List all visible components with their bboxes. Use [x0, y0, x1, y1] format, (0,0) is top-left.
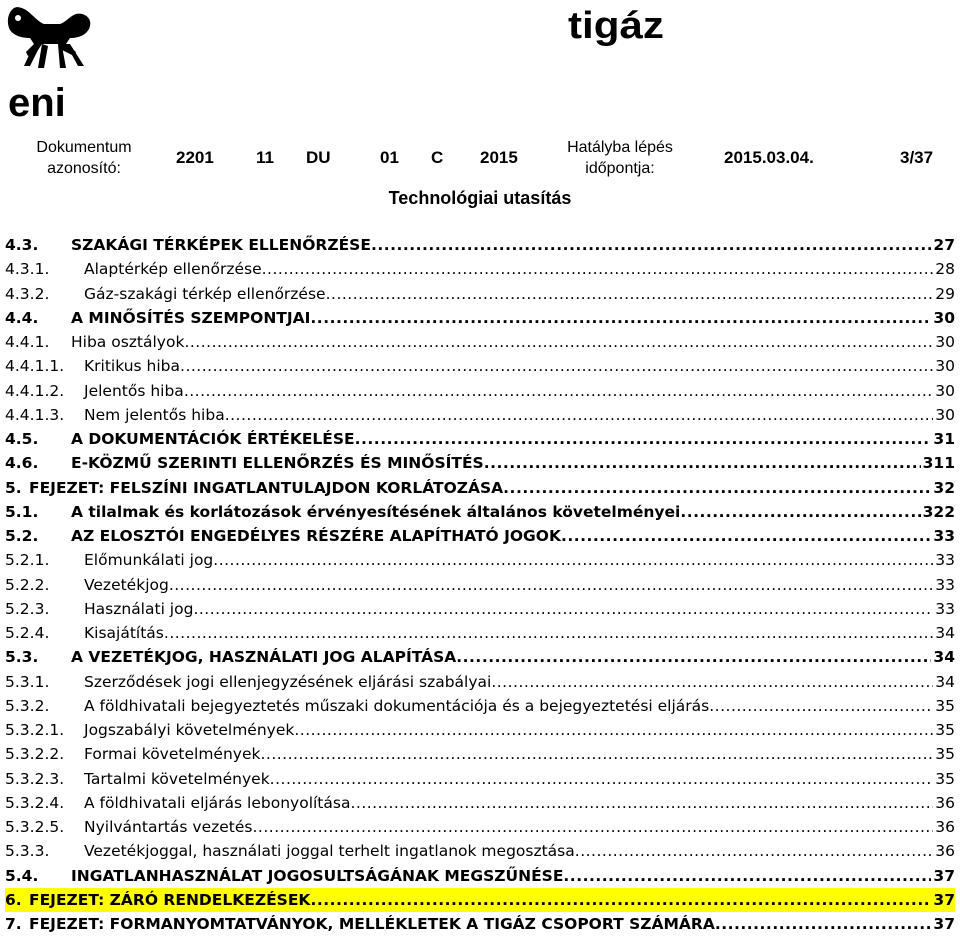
toc-leader-dots	[575, 839, 934, 863]
toc-entry-title: SZAKÁGI TÉRKÉPEK ELLENŐRZÉSE	[71, 236, 371, 254]
toc-entry-number: 6.	[5, 890, 22, 909]
eni-logo	[4, 4, 100, 120]
effective-label-line2: időpontja:	[585, 160, 655, 177]
doc-id-part: 2015	[480, 148, 518, 167]
toc-entry-number: 5.3.3.	[5, 842, 50, 861]
tigaz-logo	[568, 2, 668, 50]
toc-entry-page: 35	[935, 769, 955, 788]
toc-leader-dots	[184, 379, 933, 403]
toc-leader-dots	[270, 767, 934, 791]
toc-leader-dots	[310, 306, 931, 330]
toc-entry-page: 33	[935, 551, 955, 570]
toc-entry-number: 5.2.2.	[5, 575, 50, 594]
toc-leader-dots	[262, 257, 934, 281]
toc-entry-number: 4.4.1.3.	[5, 405, 65, 424]
toc-entry-page: 36	[935, 818, 955, 836]
toc-entry-page: 30	[933, 308, 955, 327]
toc-entry-page: 30	[935, 405, 955, 424]
toc-entry-title: FEJEZET: ZÁRÓ RENDELKEZÉSEK	[29, 890, 311, 909]
toc-entry-number: 5.3.2.	[5, 696, 50, 715]
toc-entry-page: 32	[933, 478, 955, 497]
toc-entry-title: A VEZETÉKJOG, HASZNÁLATI JOG ALAPÍTÁSA	[71, 648, 457, 667]
eni-logo-text: eni	[8, 81, 66, 120]
toc-entry-page: 36	[935, 842, 955, 861]
toc-entry-title: Alaptérkép ellenőrzése	[84, 260, 262, 279]
toc-entry-page: 28	[935, 260, 955, 279]
doc-id-part: DU	[306, 148, 331, 167]
toc-entry-page: 37	[933, 866, 955, 885]
toc-entry-title: Formai követelmények	[84, 745, 261, 764]
toc-entry-title: A DOKUMENTÁCIÓK ÉRTÉKELÉSE	[71, 430, 355, 448]
toc-entry-page: 33	[935, 599, 955, 618]
toc-entry-page: 34	[933, 648, 955, 667]
toc-leader-dots	[371, 233, 931, 257]
toc-entry-number: 5.2.4.	[5, 624, 50, 642]
doc-id-part: 01	[380, 148, 399, 167]
toc-entry[interactable]	[5, 839, 955, 863]
toc-entry-title: Hiba osztályok	[71, 333, 185, 351]
toc-entry[interactable]	[5, 864, 955, 888]
page-number: 3/37	[900, 148, 934, 167]
doc-id-label-line1: Dokumentum	[36, 139, 132, 156]
toc-entry-page: 31	[933, 430, 955, 448]
toc-leader-dots	[680, 500, 920, 524]
effective-date: 2015.03.04.	[724, 148, 814, 167]
toc-entry[interactable]	[5, 233, 955, 257]
toc-leader-dots	[456, 645, 931, 669]
toc-entry-number: 5.3.	[5, 648, 39, 667]
toc-leader-dots	[252, 815, 933, 839]
toc-entry-number: 4.4.1.1.	[5, 357, 65, 376]
toc-entry-page: 30	[935, 357, 955, 376]
toc-entry[interactable]	[5, 888, 955, 912]
toc-entry-page: 34	[935, 672, 955, 691]
toc-entry-title: E-KÖZMŰ SZERINTI ELLENŐRZÉS ÉS MINŐSÍTÉS	[71, 454, 484, 473]
toc-leader-dots	[326, 282, 934, 306]
toc-leader-dots	[180, 354, 933, 378]
toc-leader-dots	[484, 451, 921, 475]
toc-entry-title: FEJEZET: FELSZÍNI INGATLANTULAJDON KORLÁTOZÁSA	[29, 478, 504, 497]
toc-leader-dots	[503, 476, 931, 500]
toc-entry[interactable]	[5, 597, 955, 621]
toc-entry-title: A földhivatali eljárás lebonyolítása	[84, 793, 351, 812]
toc-entry-page: 35	[935, 721, 955, 739]
effective-label-line1: Hatályba lépés	[567, 139, 673, 156]
toc-entry[interactable]	[5, 670, 955, 694]
toc-entry[interactable]	[5, 330, 955, 354]
toc-entry-number: 5.3.2.3.	[5, 769, 65, 788]
toc-entry-page: 33	[933, 527, 955, 545]
toc-entry-title: Vezetékjoggal, használati joggal terhelt ingatlanok megosztása	[84, 842, 575, 861]
toc-leader-dots	[491, 670, 933, 694]
toc-leader-dots	[260, 742, 933, 766]
doc-id-label-line2: azonosító:	[47, 160, 121, 177]
toc-entry[interactable]	[5, 257, 955, 281]
toc-leader-dots	[561, 524, 931, 548]
document-header	[0, 130, 960, 186]
toc-entry-title: Kisajátítás	[84, 624, 164, 642]
toc-entry-number: 4.3.2.	[5, 284, 50, 303]
toc-entry-title: A tilalmak és korlátozások érvényesítésének általános követelményei	[71, 502, 681, 521]
toc-entry-page: 37	[933, 890, 955, 909]
document-type: Technológiai utasítás	[388, 188, 572, 208]
toc-entry[interactable]	[5, 718, 955, 742]
toc-leader-dots	[225, 403, 934, 427]
toc-entry-number: 5.2.	[5, 527, 39, 545]
toc-entry-number: 4.4.1.2.	[5, 381, 65, 400]
toc-entry-page: 33	[935, 575, 955, 594]
toc-leader-dots	[193, 597, 933, 621]
toc-entry[interactable]	[5, 767, 955, 791]
toc-entry[interactable]	[5, 791, 955, 815]
toc-entry-title: INGATLANHASZNÁLAT JOGOSULTSÁGÁNAK MEGSZŰNÉSE	[71, 866, 564, 885]
toc-entry-page: 322	[922, 502, 955, 521]
toc-entry[interactable]	[5, 548, 955, 572]
toc-entry-page: 27	[933, 236, 955, 254]
toc-leader-dots	[350, 791, 933, 815]
toc-entry[interactable]	[5, 403, 955, 427]
toc-entry[interactable]	[5, 500, 955, 524]
toc-entry-number: 5.3.1.	[5, 672, 50, 691]
toc-entry-title: A földhivatali bejegyeztetés műszaki dokumentációja és a bejegyeztetési eljárás	[84, 696, 710, 715]
toc-leader-dots	[715, 912, 932, 936]
toc-entry[interactable]	[5, 524, 955, 548]
toc-entry[interactable]	[5, 476, 955, 500]
toc-entry-page: 36	[935, 793, 955, 812]
toc-entry-number: 5.3.2.1.	[5, 721, 65, 739]
toc-entry-title: Jelentős hiba	[84, 381, 184, 400]
toc-entry-title: Tartalmi követelmények	[84, 769, 270, 788]
toc-entry-number: 4.5.	[5, 430, 39, 448]
effective-label	[548, 137, 692, 179]
toc-entry-title: Gáz-szakági térkép ellenőrzése	[84, 284, 326, 303]
toc-entry-page: 311	[922, 454, 955, 473]
toc-entry-number: 5.3.2.2.	[5, 745, 65, 764]
toc-entry-page: 30	[935, 381, 955, 400]
toc-entry-title: Szerződések jogi ellenjegyzésének eljárási szabályai	[84, 672, 492, 691]
toc-entry-number: 5.2.1.	[5, 551, 50, 570]
toc-leader-dots	[213, 548, 933, 572]
toc-leader-dots	[310, 888, 931, 912]
toc-leader-dots	[563, 864, 931, 888]
toc-entry[interactable]	[5, 694, 955, 718]
doc-id-part: 11	[256, 148, 274, 167]
table-of-contents	[5, 233, 955, 936]
toc-entry[interactable]	[5, 451, 955, 475]
toc-entry-title: Kritikus hiba	[84, 357, 181, 376]
toc-leader-dots	[169, 573, 933, 597]
toc-entry-number: 4.6.	[5, 454, 39, 473]
toc-entry[interactable]	[5, 427, 955, 451]
toc-entry[interactable]	[5, 645, 955, 669]
toc-entry-number: 5.1.	[5, 502, 39, 521]
toc-leader-dots	[709, 694, 933, 718]
toc-entry-page: 35	[935, 745, 955, 764]
toc-entry-number: 7.	[5, 915, 22, 933]
toc-leader-dots	[164, 621, 933, 645]
toc-leader-dots	[184, 330, 933, 354]
toc-entry-title: Előmunkálati jog	[84, 551, 214, 570]
toc-entry-number: 4.4.1.	[5, 333, 50, 351]
toc-entry-title: Használati jog	[84, 599, 194, 618]
toc-entry-number: 5.3.2.4.	[5, 793, 65, 812]
toc-entry[interactable]	[5, 912, 955, 936]
toc-entry-number: 5.2.3.	[5, 599, 50, 618]
toc-entry-number: 4.3.	[5, 236, 39, 254]
toc-entry[interactable]	[5, 282, 955, 306]
toc-entry-page: 30	[935, 333, 955, 351]
toc-entry-title: FEJEZET: FORMANYOMTATVÁNYOK, MELLÉKLETEK A TIGÁZ CSOPORT SZÁMÁRA	[29, 915, 715, 933]
toc-entry-title: A MINŐSÍTÉS SZEMPONTJAI	[71, 308, 311, 327]
toc-entry[interactable]	[5, 573, 955, 597]
toc-entry[interactable]	[5, 379, 955, 403]
toc-entry-title: AZ ELOSZTÓI ENGEDÉLYES RÉSZÉRE ALAPÍTHATÓ JOGOK	[71, 527, 561, 545]
toc-entry-title: Nem jelentős hiba	[84, 405, 225, 424]
toc-entry[interactable]	[5, 354, 955, 378]
toc-entry-number: 4.3.1.	[5, 260, 50, 279]
toc-entry[interactable]	[5, 742, 955, 766]
doc-id-label	[20, 137, 148, 179]
toc-entry-page: 35	[935, 696, 955, 715]
toc-entry-number: 4.4.	[5, 308, 39, 327]
toc-leader-dots	[294, 718, 933, 742]
toc-entry-number: 5.4.	[5, 866, 39, 885]
toc-entry-title: Nyilvántartás vezetés	[84, 818, 253, 836]
toc-entry-number: 5.3.2.5.	[5, 818, 65, 836]
doc-id-part: C	[431, 148, 444, 167]
toc-entry[interactable]	[5, 306, 955, 330]
toc-entry-page: 29	[935, 284, 955, 303]
toc-entry-page: 37	[933, 915, 955, 933]
toc-entry-title: Jogszabályi követelmények	[84, 721, 295, 739]
toc-entry[interactable]	[5, 815, 955, 839]
toc-entry-number: 5.	[5, 478, 22, 497]
toc-entry[interactable]	[5, 621, 955, 645]
toc-entry-title: Vezetékjog	[84, 575, 169, 594]
toc-entry-page: 34	[935, 624, 955, 642]
svg-text:tigáz: tigáz	[568, 5, 664, 47]
toc-leader-dots	[355, 427, 932, 451]
doc-id-part: 2201	[176, 148, 214, 167]
